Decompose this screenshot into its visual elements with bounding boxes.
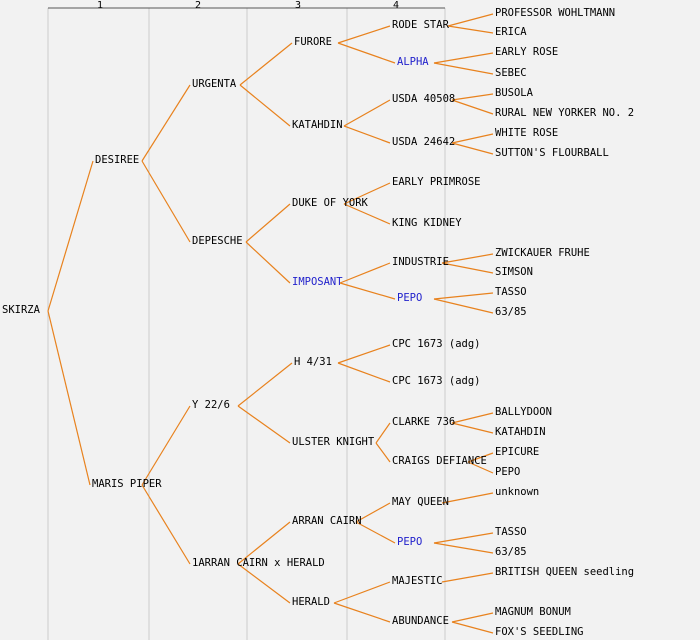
node-erica: ERICA — [495, 26, 527, 38]
pedigree-link — [442, 263, 493, 273]
node-magnum: MAGNUM BONUM — [495, 606, 571, 618]
node-6385a: 63/85 — [495, 306, 527, 318]
pedigree-link — [376, 423, 390, 443]
pedigree-link — [452, 134, 493, 143]
pedigree-link — [448, 26, 493, 33]
node-busola: BUSOLA — [495, 87, 533, 99]
node-herald: HERALD — [292, 596, 330, 608]
node-epicure: EPICURE — [495, 446, 540, 458]
node-rodestar: RODE STAR — [392, 19, 449, 31]
pedigree-link — [452, 622, 493, 633]
pedigree-link — [434, 53, 493, 63]
node-arrancairn: ARRAN CAIRN — [292, 515, 362, 527]
node-h431: H 4/31 — [294, 356, 332, 368]
pedigree-link — [452, 423, 493, 433]
pedigree-link — [238, 363, 292, 406]
pedigree-link — [238, 406, 290, 443]
node-skirza: SKIRZA — [2, 304, 40, 316]
node-y226: Y 22/6 — [192, 399, 230, 411]
node-pepo3: PEPO — [495, 466, 521, 478]
pedigree-link — [356, 522, 395, 543]
node-sebec: SEBEC — [495, 67, 527, 79]
node-pepo2[interactable]: PEPO — [397, 536, 423, 548]
pedigree-link — [434, 293, 493, 299]
node-usda40508: USDA 40508 — [392, 93, 456, 105]
node-katahdin2: KATAHDIN — [495, 426, 546, 438]
node-whiterose: WHITE ROSE — [495, 127, 559, 139]
node-usda24642: USDA 24642 — [392, 136, 456, 148]
node-pepo1[interactable]: PEPO — [397, 292, 423, 304]
pedigree-link — [246, 204, 290, 242]
node-alpha[interactable]: ALPHA — [397, 56, 429, 68]
pedigree-link — [434, 299, 493, 313]
node-cpc1: CPC 1673 (adg) — [392, 338, 481, 350]
pedigree-link — [48, 161, 93, 311]
node-majestic: MAJESTIC — [392, 575, 443, 587]
pedigree-link — [340, 283, 395, 299]
column-header-4: 4 — [392, 0, 400, 11]
column-header-2: 2 — [194, 0, 202, 11]
pedigree-link — [434, 533, 493, 543]
node-sutton: SUTTON'S FLOURBALL — [495, 147, 609, 159]
node-clarke736: CLARKE 736 — [392, 416, 456, 428]
node-zwickauer: ZWICKAUER FRUHE — [495, 247, 590, 259]
pedigree-link — [338, 363, 390, 382]
pedigree-link — [334, 603, 390, 622]
node-furore: FURORE — [294, 36, 332, 48]
node-abundance: ABUNDANCE — [392, 615, 449, 627]
node-unknown: unknown — [495, 486, 540, 498]
column-header-1: 1 — [96, 0, 104, 11]
node-desiree: DESIREE — [95, 154, 140, 166]
node-ruralny: RURAL NEW YORKER NO. 2 — [495, 107, 635, 119]
node-6385b: 63/85 — [495, 546, 527, 558]
node-tasso2: TASSO — [495, 526, 527, 538]
pedigree-link — [238, 564, 290, 603]
pedigree-link — [452, 413, 493, 423]
pedigree-link — [334, 582, 390, 603]
node-britqueen: BRITISH QUEEN seedling — [495, 566, 635, 578]
pedigree-link — [442, 254, 493, 263]
pedigree-link — [448, 14, 493, 26]
pedigree-link — [376, 443, 390, 462]
node-dukeofyork: DUKE OF YORK — [292, 197, 368, 209]
node-urgenta: URGENTA — [192, 78, 237, 90]
node-depesche: DEPESCHE — [192, 235, 243, 247]
pedigree-link — [434, 63, 493, 74]
node-kingkidney: KING KIDNEY — [392, 217, 462, 229]
column-header-3: 3 — [294, 0, 302, 11]
pedigree-link — [452, 143, 493, 154]
pedigree-link — [442, 573, 493, 582]
node-mayqueen: MAY QUEEN — [392, 496, 449, 508]
pedigree-link — [240, 43, 292, 85]
node-katahdin: KATAHDIN — [292, 119, 343, 131]
node-maris: MARIS PIPER — [92, 478, 162, 490]
node-tasso1: TASSO — [495, 286, 527, 298]
pedigree-link — [452, 100, 493, 114]
pedigree-link — [246, 242, 290, 283]
node-simson: SIMSON — [495, 266, 533, 278]
pedigree-link — [344, 100, 390, 126]
node-craigs: CRAIGS DEFIANCE — [392, 455, 487, 467]
pedigree-link — [344, 126, 390, 143]
pedigree-link — [452, 94, 493, 100]
node-imposant[interactable]: IMPOSANT — [292, 276, 343, 288]
node-cpc2: CPC 1673 (adg) — [392, 375, 481, 387]
node-ballydoon: BALLYDOON — [495, 406, 552, 418]
node-earlyrose: EARLY ROSE — [495, 46, 559, 58]
node-arranherald: 1ARRAN CAIRN x HERALD — [192, 557, 325, 569]
node-earlyprim: EARLY PRIMROSE — [392, 176, 481, 188]
pedigree-link — [338, 345, 390, 363]
pedigree-link — [434, 543, 493, 553]
pedigree-link — [338, 26, 390, 43]
pedigree-link — [442, 493, 493, 503]
pedigree-link — [452, 613, 493, 622]
node-ulster: ULSTER KNIGHT — [292, 436, 375, 448]
node-foxs: FOX'S SEEDLING — [495, 626, 584, 638]
node-industrie: INDUSTRIE — [392, 256, 449, 268]
node-wohltmann: PROFESSOR WOHLTMANN — [495, 7, 616, 19]
pedigree-link — [48, 311, 90, 485]
